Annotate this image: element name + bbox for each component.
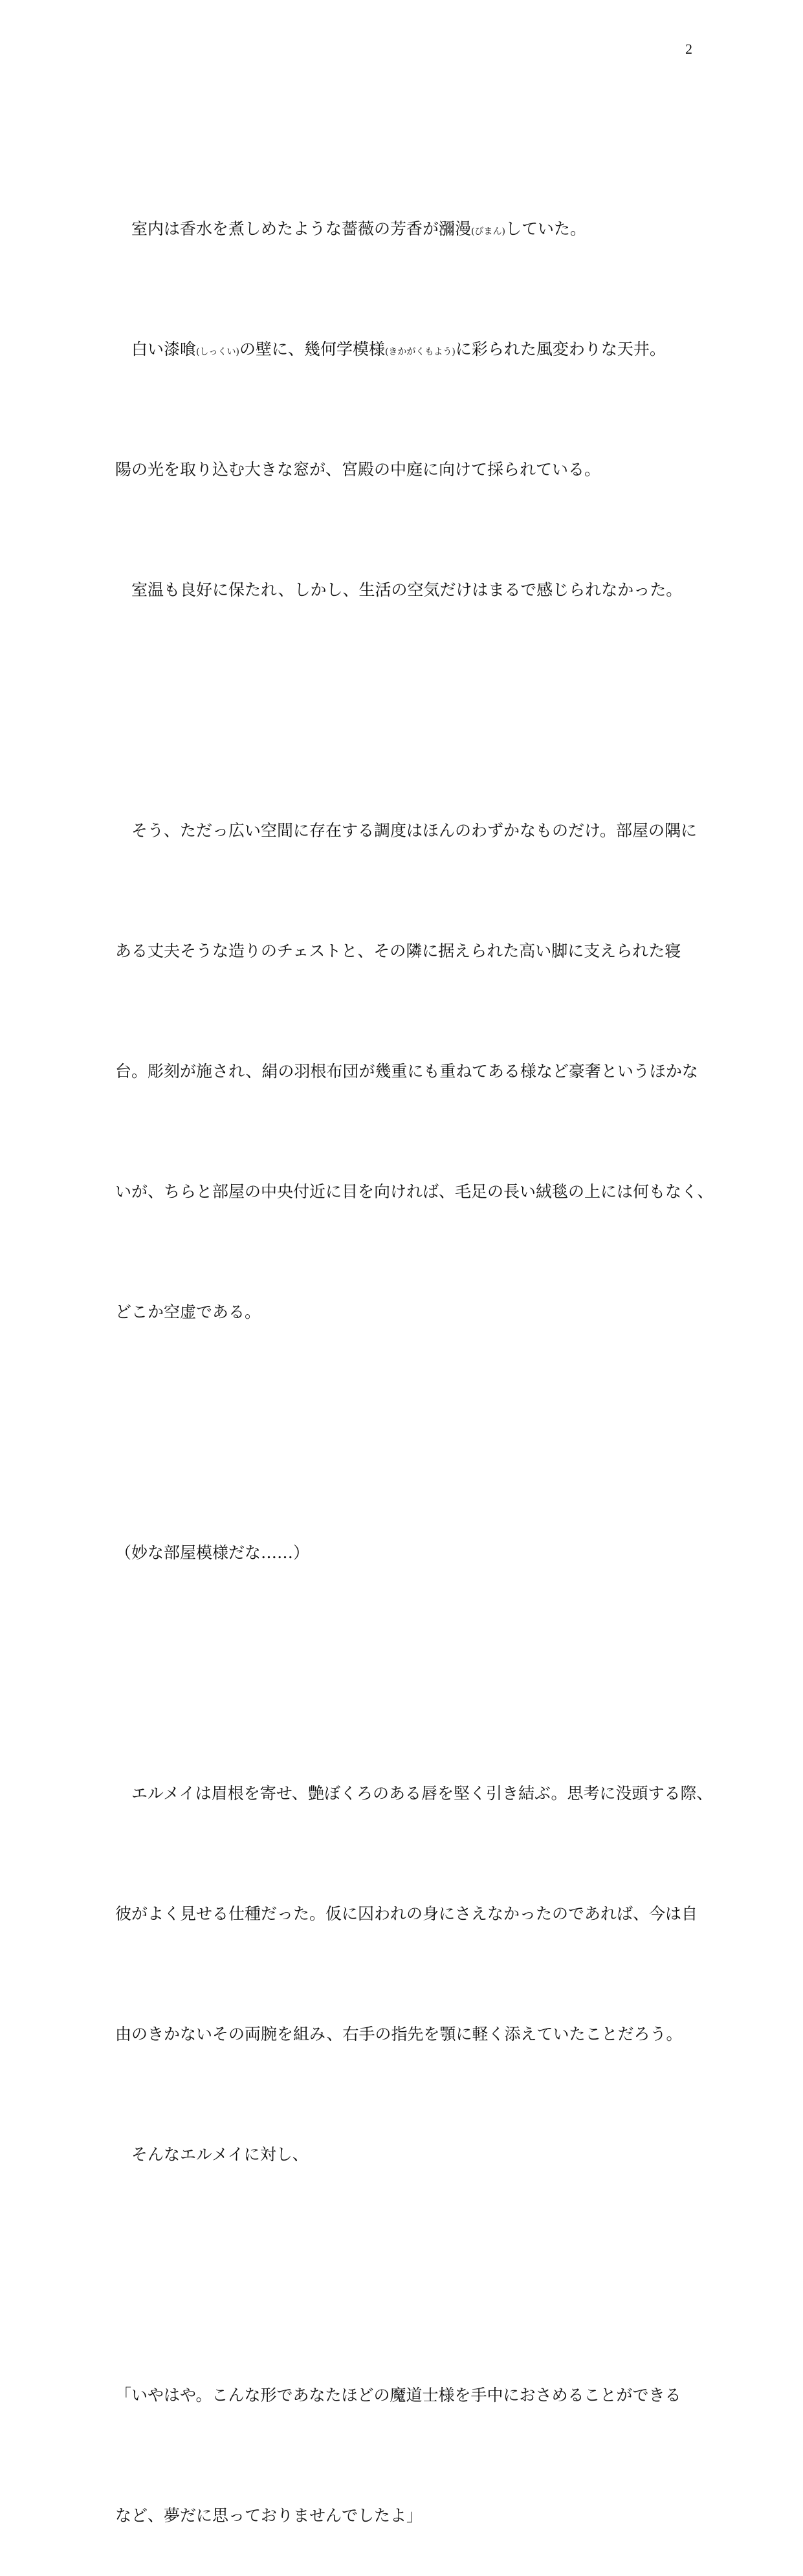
text-line (115, 329, 698, 369)
ruby-reading: (びまん) (471, 226, 505, 237)
text-segment: 白い漆喰 (115, 340, 197, 358)
text-line: 台。彫刻が施され、絹の羽根布団が幾重にも重ねてある様など豪奢というほかな (115, 1062, 698, 1081)
text-line (115, 209, 698, 249)
text-line: 室温も良好に保たれ、しかし、生活の空気だけはまるで感じられなかった。 (115, 580, 683, 599)
blank-line (115, 2255, 698, 2295)
blank-line (115, 1653, 698, 1693)
blank-line (115, 690, 698, 731)
body-text (115, 129, 714, 2576)
text-segment: に彩られた風変わりな天井。 (455, 340, 666, 358)
text-line: どこか空虚である。 (115, 1303, 261, 1321)
text-line: 陽の光を取り込む大きな窓が、宮殿の中庭に向けて採られている。 (115, 460, 601, 479)
page-number: 2 (685, 41, 692, 57)
text-line: 「いやはや。こんな形であなたほどの魔道士様を手中におさめることができる (115, 2386, 681, 2405)
text-segment: していた。 (505, 219, 586, 238)
text-line: そんなエルメイに対し、 (115, 2145, 309, 2164)
text-line: （妙な部屋模様だな……） (115, 1543, 310, 1562)
text-segment: の壁に、幾何学模様 (239, 340, 385, 358)
blank-line (115, 1413, 698, 1453)
text-line: など、夢だに思っておりませんでしたよ」 (115, 2506, 423, 2525)
ruby-reading: (しっくい) (196, 347, 239, 357)
text-line: そう、ただっ広い空間に存在する調度はほんのわずかなものだけ。部屋の隅に (115, 821, 698, 840)
text-line: 彼がよく見せる仕種だった。仮に囚われの身にさえなかったのであれば、今は自 (115, 1904, 698, 1923)
text-line: いが、ちらと部屋の中央付近に目を向ければ、毛足の長い絨毯の上には何もなく、 (115, 1182, 714, 1201)
text-segment: 室内は香水を煮しめたような薔薇の芳香が瀰漫 (115, 219, 472, 238)
text-line: ある丈夫そうな造りのチェストと、その隣に据えられた高い脚に支えられた寝 (115, 941, 681, 960)
text-line: エルメイは眉根を寄せ、艶ぼくろのある唇を堅く引き結ぶ。思考に没頭する際、 (115, 1784, 713, 1803)
text-line: 由のきかないその両腕を組み、右手の指先を顎に軽く添えていたことだろう。 (115, 2025, 683, 2043)
ruby-reading: (きかがくもよう) (384, 347, 456, 357)
